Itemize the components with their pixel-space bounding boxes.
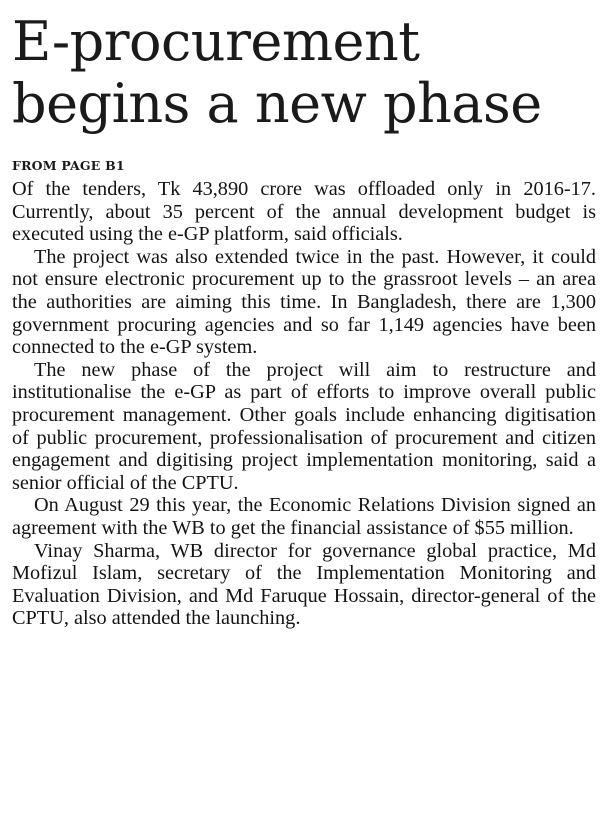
paragraph-4: On August 29 this year, the Economic Relations Division signed an agreement with the WB to get the financial assistance of $55 million. <box>12 494 596 539</box>
paragraph-2: The project was also extended twice in the past. However, it could not ensure electronic procurement up to the grassroot levels – an area the authorities are aiming this time. In Bangladesh, there are 1,300 government procuring agencies and so far 1,149 agencies have been connected to the e-GP system. <box>12 245 596 359</box>
paragraph-3: The new phase of the project will aim to restructure and institutionalise the e-GP as part of efforts to improve overall public procurement management. Other goals include enhancing digitisation of public procurement, professionalisation of procurement and citizen engagement and digitising project implementation monitoring, said a senior official of the CPTU. <box>12 358 596 494</box>
headline-line-1: E-procurement <box>12 10 420 73</box>
continuation-kicker: FROM PAGE B1 <box>12 158 125 173</box>
news-article <box>12 0 602 630</box>
headline-line-2: begins a new phase <box>12 72 542 135</box>
article-body <box>12 178 596 630</box>
paragraph-1: Of the tenders, Tk 43,890 crore was offloaded only in 2016-17. Currently, about 35 percent of the annual development budget is executed using the e-GP platform, said officials. <box>12 178 596 246</box>
headline <box>12 11 602 135</box>
paragraph-5: Vinay Sharma, WB director for governance global practice, Md Mofizul Islam, secretary of the Implementation Monitoring and Evaluation Division, and Md Faruque Hossain, director-general of the CPTU, also attended the launching. <box>12 539 596 630</box>
